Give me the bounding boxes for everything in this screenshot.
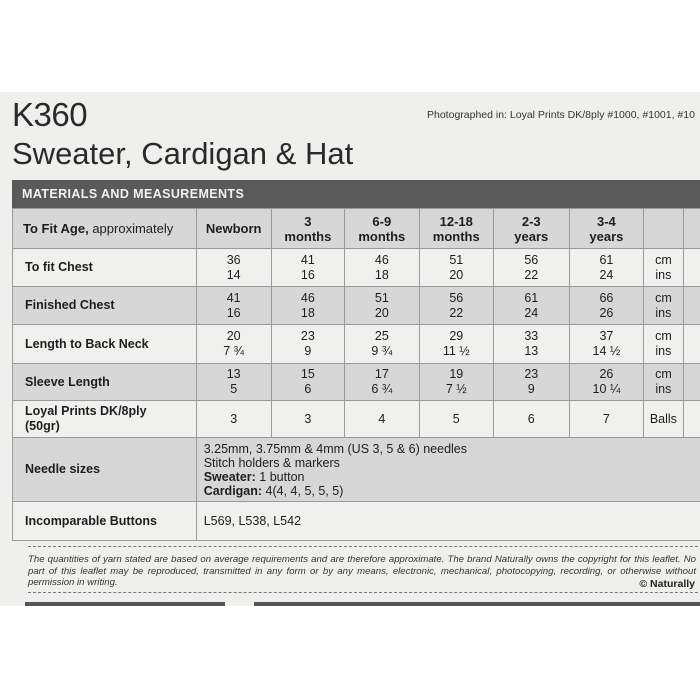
value-ins: 24 — [599, 267, 614, 282]
size-header-line2: months — [284, 228, 332, 244]
value-cell — [493, 249, 569, 287]
unit-cell-extra — [683, 325, 700, 364]
yarn-row — [13, 401, 700, 438]
unit-ins: ins — [655, 305, 672, 320]
yarn-balls-cell: 3 — [196, 401, 271, 438]
unit-cm: cm — [655, 252, 672, 267]
value-cell — [345, 249, 419, 287]
value-ins: 11 ½ — [442, 344, 470, 358]
value-ins: 22 — [449, 305, 464, 320]
size-header-line1: 3-4 — [597, 213, 616, 229]
value-cm: 23 — [524, 367, 539, 381]
sweater-line — [204, 470, 700, 484]
value-cm: 41 — [300, 252, 315, 267]
section-header — [12, 180, 700, 208]
brand-mark: © Naturally — [639, 578, 695, 590]
value-ins: 22 — [524, 267, 539, 282]
value-ins: 6 ¾ — [371, 382, 393, 396]
buttons-value: L569, L538, L542 — [196, 502, 700, 541]
value-ins: 26 — [599, 305, 614, 320]
sweater-label: Sweater: — [203, 469, 256, 484]
row-label: Length to Back Neck — [13, 325, 197, 364]
needles-line: 3.25mm, 3.75mm & 4mm (US 3, 5 & 6) needles — [203, 441, 468, 456]
value-ins: 14 — [226, 267, 241, 282]
value-cell — [196, 364, 271, 401]
value-ins: 10 ¼ — [592, 382, 621, 396]
unit-cell — [644, 364, 683, 401]
value-cell — [196, 325, 271, 364]
bottom-bar-left — [25, 602, 225, 606]
value-ins: 24 — [524, 305, 539, 320]
yarn-balls-cell: 7 — [569, 401, 644, 438]
footnote-divider — [28, 546, 700, 547]
measurement-row — [13, 364, 700, 401]
yarn-balls-cell: 6 — [493, 401, 569, 438]
value-cell — [569, 249, 644, 287]
value-cell — [419, 249, 493, 287]
needles-details — [196, 438, 700, 502]
size-header — [419, 209, 493, 249]
value-cm: 66 — [599, 290, 614, 305]
unit-header-extra — [683, 209, 700, 249]
value-ins: 20 — [374, 305, 389, 320]
value-cell — [271, 364, 344, 401]
value-ins: 9 — [304, 344, 312, 358]
value-cm: 61 — [524, 290, 539, 305]
value-cm: 20 — [226, 329, 241, 343]
unit-cm: cm — [655, 329, 672, 343]
yarn-balls-cell: 5 — [419, 401, 493, 438]
value-ins: 7 ¾ — [223, 344, 245, 358]
yarn-weight: (50gr) — [25, 419, 60, 433]
value-ins: 18 — [374, 267, 389, 282]
measurement-row — [13, 249, 700, 287]
value-cm: 46 — [300, 290, 315, 305]
size-header — [196, 209, 271, 249]
unit-cm: cm — [655, 367, 672, 381]
yarn-unit-extra — [683, 401, 700, 438]
header-row — [13, 209, 700, 249]
cardigan-line — [204, 484, 700, 498]
cardigan-label: Cardigan: — [203, 483, 263, 498]
unit-cell — [644, 287, 683, 325]
value-cell — [271, 325, 344, 364]
yarn-balls-cell: 3 — [271, 401, 344, 438]
size-header-line1: 6-9 — [372, 213, 392, 229]
sweater-value: 1 button — [255, 469, 305, 484]
measurement-row — [13, 325, 700, 364]
value-cell — [493, 364, 569, 401]
unit-ins: ins — [655, 382, 672, 396]
value-cm: 26 — [599, 367, 614, 381]
row-label: Sleeve Length — [13, 364, 197, 401]
value-cell — [493, 325, 569, 364]
buttons-row — [13, 502, 700, 541]
value-ins: 18 — [300, 305, 315, 320]
value-cell — [569, 287, 644, 325]
bottom-bar-right — [254, 602, 700, 606]
value-cm: 25 — [374, 329, 389, 343]
buttons-label: Incomparable Buttons — [13, 502, 197, 541]
value-ins: 20 — [449, 267, 464, 282]
value-ins: 13 — [524, 344, 539, 358]
value-ins: 16 — [226, 305, 241, 320]
age-label-suffix: approximately — [88, 221, 174, 236]
value-ins: 9 ¾ — [371, 344, 393, 358]
footer-divider — [28, 592, 700, 593]
size-header-line1: 3 — [304, 213, 312, 229]
size-header — [569, 209, 644, 249]
unit-cell-extra — [683, 287, 700, 325]
size-header-line1: Newborn — [205, 221, 262, 236]
size-header — [271, 209, 344, 249]
value-cell — [345, 287, 419, 325]
unit-cell-extra — [683, 364, 700, 401]
pattern-title: Sweater, Cardigan & Hat — [12, 136, 354, 171]
size-header — [493, 209, 569, 249]
size-header-line2: months — [432, 228, 480, 244]
value-ins: 9 — [527, 382, 535, 396]
photographed-note: Photographed in: Loyal Prints DK/8ply #1000, #1001, #10 — [427, 109, 695, 121]
pattern-code: K360 — [12, 96, 88, 133]
value-ins: 7 ½ — [445, 382, 467, 396]
unit-ins: ins — [655, 267, 672, 282]
size-header-line1: 2-3 — [521, 213, 541, 229]
value-cm: 33 — [524, 329, 539, 343]
row-label: Finished Chest — [13, 287, 197, 325]
needles-label: Needle sizes — [13, 438, 197, 502]
size-header-line2: months — [358, 228, 406, 244]
value-ins: 5 — [230, 382, 238, 396]
value-cm: 46 — [374, 252, 389, 267]
cardigan-value: 4(4, 4, 5, 5, 5) — [262, 483, 344, 498]
value-ins: 6 — [304, 382, 312, 396]
value-cm: 36 — [226, 252, 241, 267]
value-cell — [493, 287, 569, 325]
value-cell — [419, 364, 493, 401]
value-cell — [345, 325, 419, 364]
pattern-leaflet — [0, 92, 700, 606]
yarn-balls-cell: 4 — [345, 401, 419, 438]
value-cell — [569, 325, 644, 364]
unit-cell-extra — [683, 249, 700, 287]
value-ins: 14 ½ — [592, 344, 621, 358]
copyright-note: The quantities of yarn stated are based on average requirements and are therefore approximate. The brand Naturally owns the copyright for this leaflet. No part of this leaflet may be reproduced, transmitted in any form or by any means, electronic, mechanical, photocopying, recording, or otherwise without permission in writing. — [28, 554, 696, 588]
value-cm: 51 — [374, 290, 389, 305]
size-header-line2: years — [589, 228, 624, 244]
value-cm: 37 — [599, 329, 614, 343]
value-cm: 19 — [449, 367, 464, 381]
size-header-line2: years — [514, 228, 549, 244]
value-cm: 29 — [449, 329, 464, 343]
measurement-row — [13, 287, 700, 325]
value-cell — [419, 325, 493, 364]
size-header-line1: 12-18 — [439, 213, 473, 229]
row-label: To fit Chest — [13, 249, 197, 287]
unit-cell — [644, 249, 683, 287]
value-cell — [196, 249, 271, 287]
measurements-table — [12, 208, 700, 541]
age-label-cell — [13, 209, 197, 249]
yarn-unit-cell: Balls — [644, 401, 683, 438]
value-cell — [419, 287, 493, 325]
unit-ins: ins — [655, 344, 672, 358]
yarn-label: Loyal Prints DK/8ply — [25, 404, 147, 418]
value-cm: 51 — [449, 252, 464, 267]
needles-row — [13, 438, 700, 502]
age-label: To Fit Age, — [23, 221, 89, 236]
value-cell — [271, 287, 344, 325]
unit-cell — [644, 325, 683, 364]
size-header — [345, 209, 419, 249]
value-cm: 23 — [300, 329, 315, 343]
value-cm: 56 — [524, 252, 539, 267]
unit-header — [644, 209, 683, 249]
value-cm: 61 — [599, 252, 614, 267]
yarn-label-cell — [13, 401, 197, 438]
value-cell — [196, 287, 271, 325]
value-cm: 13 — [226, 367, 241, 381]
value-cm: 56 — [449, 290, 464, 305]
unit-cm: cm — [655, 290, 672, 305]
value-cell — [569, 364, 644, 401]
value-cell — [271, 249, 344, 287]
notions-line: Stitch holders & markers — [203, 455, 340, 470]
value-ins: 16 — [300, 267, 315, 282]
value-cm: 17 — [374, 367, 389, 381]
value-cm: 41 — [226, 290, 241, 305]
value-cm: 15 — [300, 367, 315, 381]
value-cell — [345, 364, 419, 401]
section-title: MATERIALS AND MEASUREMENTS — [22, 187, 245, 201]
measurements-table-wrap — [12, 208, 700, 541]
